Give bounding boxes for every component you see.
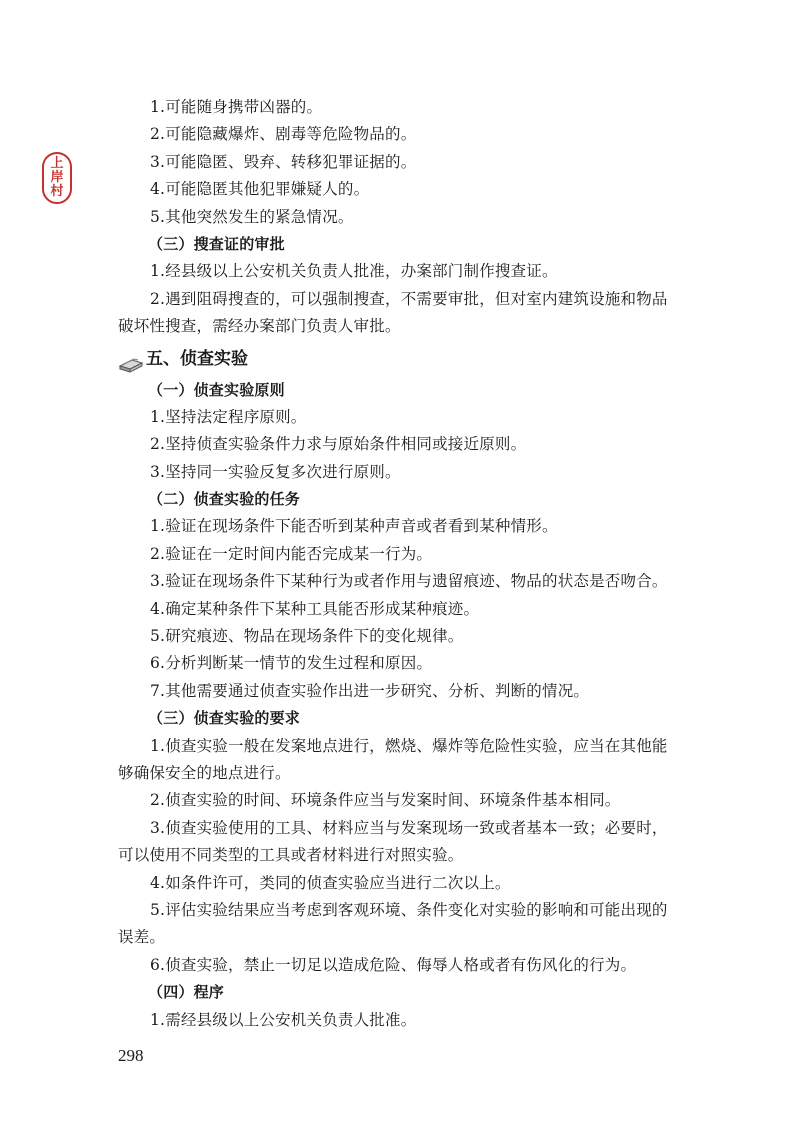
list-item: 2.侦查实验的时间、环境条件应当与发案时间、环境条件基本相同。 xyxy=(150,791,621,810)
list-item: 1.验证在现场条件下能否听到某种声音或者看到某种情形。 xyxy=(150,517,558,536)
list-item: 3.可能隐匿、毁弃、转移犯罪证据的。 xyxy=(150,152,417,171)
list-item: 2.遇到阻碍搜查的，可以强制搜查，不需要审批，但对室内建筑设施和物品 xyxy=(150,289,668,308)
list-item: 4.确定某种条件下某种工具能否形成某种痕迹。 xyxy=(150,599,480,618)
list-item: 7.其他需要通过侦查实验作出进一步研究、分析、判断的情况。 xyxy=(150,681,590,700)
seal-char: 上 xyxy=(50,156,64,171)
subheading: （一）侦查实验原则 xyxy=(148,380,285,399)
list-item: 1.需经县级以上公安机关负责人批准。 xyxy=(150,1010,417,1029)
list-item: 2.验证在一定时间内能否完成某一行为。 xyxy=(150,544,433,563)
seal-char: 岸 xyxy=(50,170,64,185)
publisher-seal-logo xyxy=(42,152,72,204)
list-item: 5.研究痕迹、物品在现场条件下的变化规律。 xyxy=(150,627,464,646)
list-item: 5.评估实验结果应当考虑到客观环境、条件变化对实验的影响和可能出现的 xyxy=(150,900,668,919)
subheading: （四）程序 xyxy=(148,983,225,1002)
list-item: 1.侦查实验一般在发案地点进行，燃烧、爆炸等危险性实验，应当在其他能 xyxy=(150,736,668,755)
section-heading-text: 五、侦查实验 xyxy=(146,348,248,369)
list-item: 2.可能隐藏爆炸、剧毒等危险物品的。 xyxy=(150,125,417,144)
list-item: 5.其他突然发生的紧急情况。 xyxy=(150,207,354,226)
list-item: 3.侦查实验使用的工具、材料应当与发案现场一致或者基本一致；必要时， xyxy=(150,818,668,837)
seal-char: 村 xyxy=(50,184,64,199)
list-item: 4.可能隐匿其他犯罪嫌疑人的。 xyxy=(150,180,370,199)
list-item: 6.侦查实验，禁止一切足以造成危险、侮辱人格或者有伤风化的行为。 xyxy=(150,955,637,974)
page-number: 298 xyxy=(118,1046,144,1065)
list-item: 2.坚持侦查实验条件力求与原始条件相同或接近原则。 xyxy=(150,435,527,454)
list-item: 6.分析判断某一情节的发生过程和原因。 xyxy=(150,654,433,673)
list-item-continuation: 够确保安全的地点进行。 xyxy=(118,763,291,782)
subheading: （三）搜查证的审批 xyxy=(148,234,285,253)
list-item: 1.可能随身携带凶器的。 xyxy=(150,98,323,116)
list-item-continuation: 破坏性搜查，需经办案部门负责人审批。 xyxy=(118,317,401,336)
section-heading xyxy=(118,341,688,377)
book-stack-icon xyxy=(118,350,144,368)
list-item: 3.坚持同一实验反复多次进行原则。 xyxy=(150,462,401,481)
list-item-continuation: 可以使用不同类型的工具或者材料进行对照实验。 xyxy=(118,846,464,865)
list-item: 4.如条件许可，类同的侦查实验应当进行二次以上。 xyxy=(150,873,511,892)
list-item: 3.验证在现场条件下某种行为或者作用与遗留痕迹、物品的状态是否吻合。 xyxy=(150,572,668,591)
list-item: 1.坚持法定程序原则。 xyxy=(150,407,307,426)
subheading: （二）侦查实验的任务 xyxy=(148,490,301,509)
page-body xyxy=(118,94,688,1034)
list-item-continuation: 误差。 xyxy=(118,928,166,947)
subheading: （三）侦查实验的要求 xyxy=(148,709,301,728)
list-item: 1.经县级以上公安机关负责人批准，办案部门制作搜查证。 xyxy=(150,262,558,281)
